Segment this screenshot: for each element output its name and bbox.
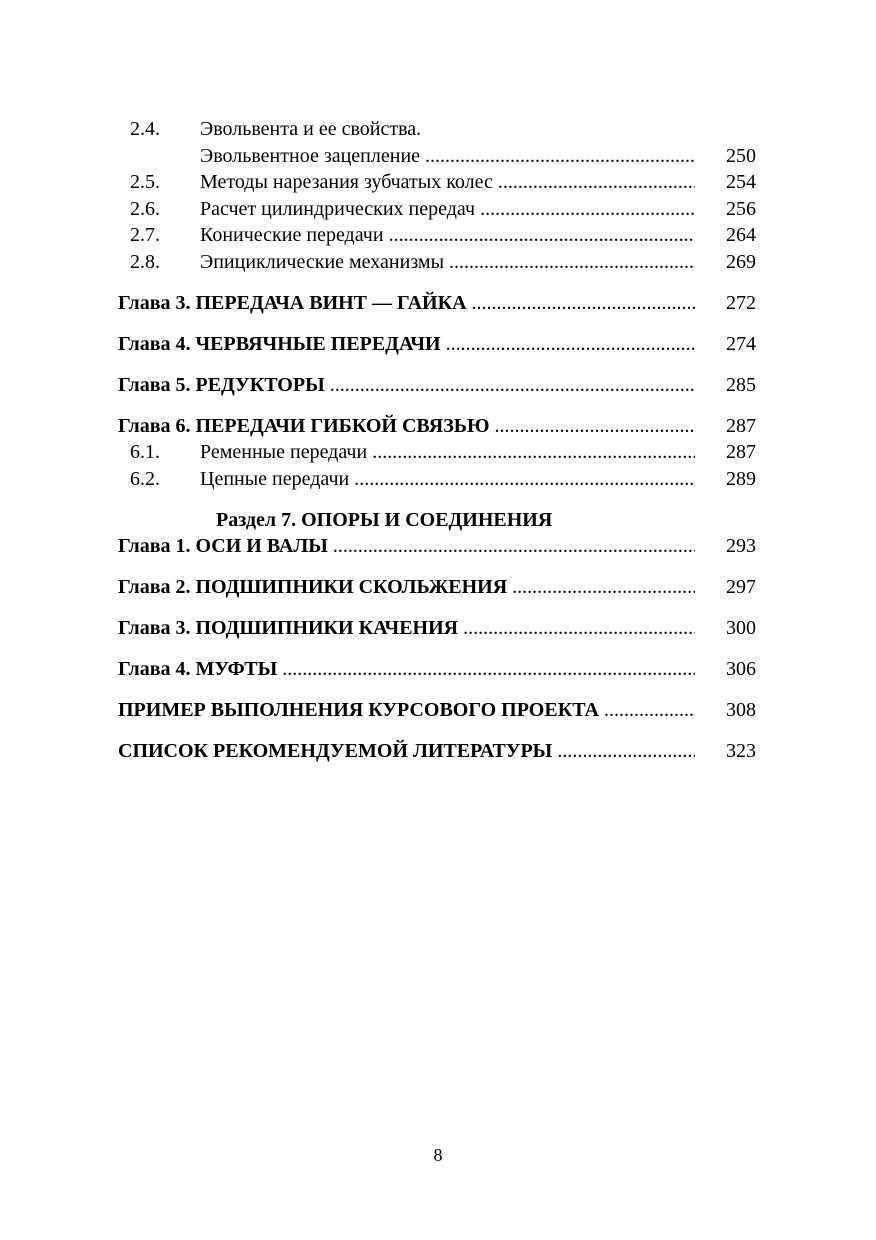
toc-page-number: 272 [726,291,756,314]
toc-page-number: 250 [726,144,756,167]
toc-entry-2-5 [118,169,760,196]
toc-entry-title: Ременные передачи ..... [200,439,695,466]
toc-chapter-title: Глава 4. ЧЕРВЯЧНЫЕ ПЕРЕДАЧИ ..... [118,331,695,358]
toc-entry-title: Эпициклические механизмы ..... [200,249,695,276]
toc-entry-number: 6.2. [130,467,160,490]
toc-entry-2-7 [118,222,760,249]
toc-chapter-title: Глава 5. РЕДУКТОРЫ ..... [118,372,695,399]
toc-literature [118,738,760,765]
toc-entry-number: 2.8. [130,250,160,273]
toc-page-number: 256 [726,197,756,220]
toc-chapter-5 [118,372,760,399]
toc-chapter-title: Глава 3. ПЕРЕДАЧА ВИНТ — ГАЙКА ..... [118,290,695,317]
toc-chapter-title: Глава 2. ПОДШИПНИКИ СКОЛЬЖЕНИЯ ..... [118,574,695,601]
toc-chapter-title: СПИСОК РЕКОМЕНДУЕМОЙ ЛИТЕРАТУРЫ ..... [118,738,695,765]
toc-example-project [118,697,760,724]
toc-page-number: 254 [726,171,756,193]
toc-entry-title: Методы нарезания зубчатых колес ..... [200,169,695,196]
toc-section7-chapter-2 [118,574,760,601]
toc-entry-6-1 [118,439,760,466]
toc-entry-2-6 [118,196,760,223]
toc-entry-number: 2.6. [130,197,160,220]
toc-page-number: 306 [726,658,756,680]
toc-page-number: 289 [726,467,756,490]
toc-entry-title: Конические передачи ..... [200,222,695,249]
toc-entry-number: 6.1. [130,441,160,463]
toc-page-number: 269 [726,250,756,273]
toc-page-number: 297 [726,576,756,598]
toc-chapter-title: Глава 3. ПОДШИПНИКИ КАЧЕНИЯ ..... [118,615,695,642]
toc-entry-2-8 [118,249,760,276]
toc-page-number: 308 [726,699,756,721]
toc-chapter-4 [118,331,760,358]
toc-page-number: 287 [726,441,756,463]
toc-entry-6-2 [118,466,760,493]
toc-page-number: 323 [726,740,756,762]
toc-section7-chapter-3 [118,615,760,642]
toc-entry-title: Цепные передачи ..... [200,466,695,493]
toc-page-number: 293 [726,535,756,557]
toc-chapter-title: ПРИМЕР ВЫПОЛНЕНИЯ КУРСОВОГО ПРОЕКТА ..... [118,697,695,724]
toc-chapter-3 [118,290,760,317]
toc-entry-2-4-cont [118,143,760,170]
toc-entry-number: 2.4. [130,118,160,140]
toc-section7-chapter-1 [118,533,760,560]
toc-section7-chapter-4 [118,656,760,683]
toc-chapter-6 [118,413,760,440]
toc-entry-title-line2: Эвольвентное зацепление ..... [200,143,695,170]
toc-page-number: 285 [726,373,756,396]
page-number: 8 [433,1145,443,1165]
toc-entry-title: Расчет цилиндрических передач ..... [200,196,695,223]
toc-section-7-heading: Раздел 7. ОПОРЫ И СОЕДИНЕНИЯ [216,508,553,531]
toc-chapter-title: Глава 4. МУФТЫ ..... [118,656,695,683]
toc-entry-2-4 [118,116,760,143]
toc-page-number: 274 [726,332,756,355]
table-of-contents [118,116,760,765]
toc-entry-number: 2.7. [130,224,160,246]
toc-page-number: 300 [726,617,756,639]
toc-entry-title-line1: Эвольвента и ее свойства. [200,118,422,140]
toc-page-number: 264 [726,224,756,246]
toc-entry-number: 2.5. [130,171,160,193]
toc-chapter-title: Глава 6. ПЕРЕДАЧИ ГИБКОЙ СВЯЗЬЮ ..... [118,413,695,440]
toc-page-number: 287 [726,414,756,437]
toc-chapter-title: Глава 1. ОСИ И ВАЛЫ ..... [118,533,695,560]
